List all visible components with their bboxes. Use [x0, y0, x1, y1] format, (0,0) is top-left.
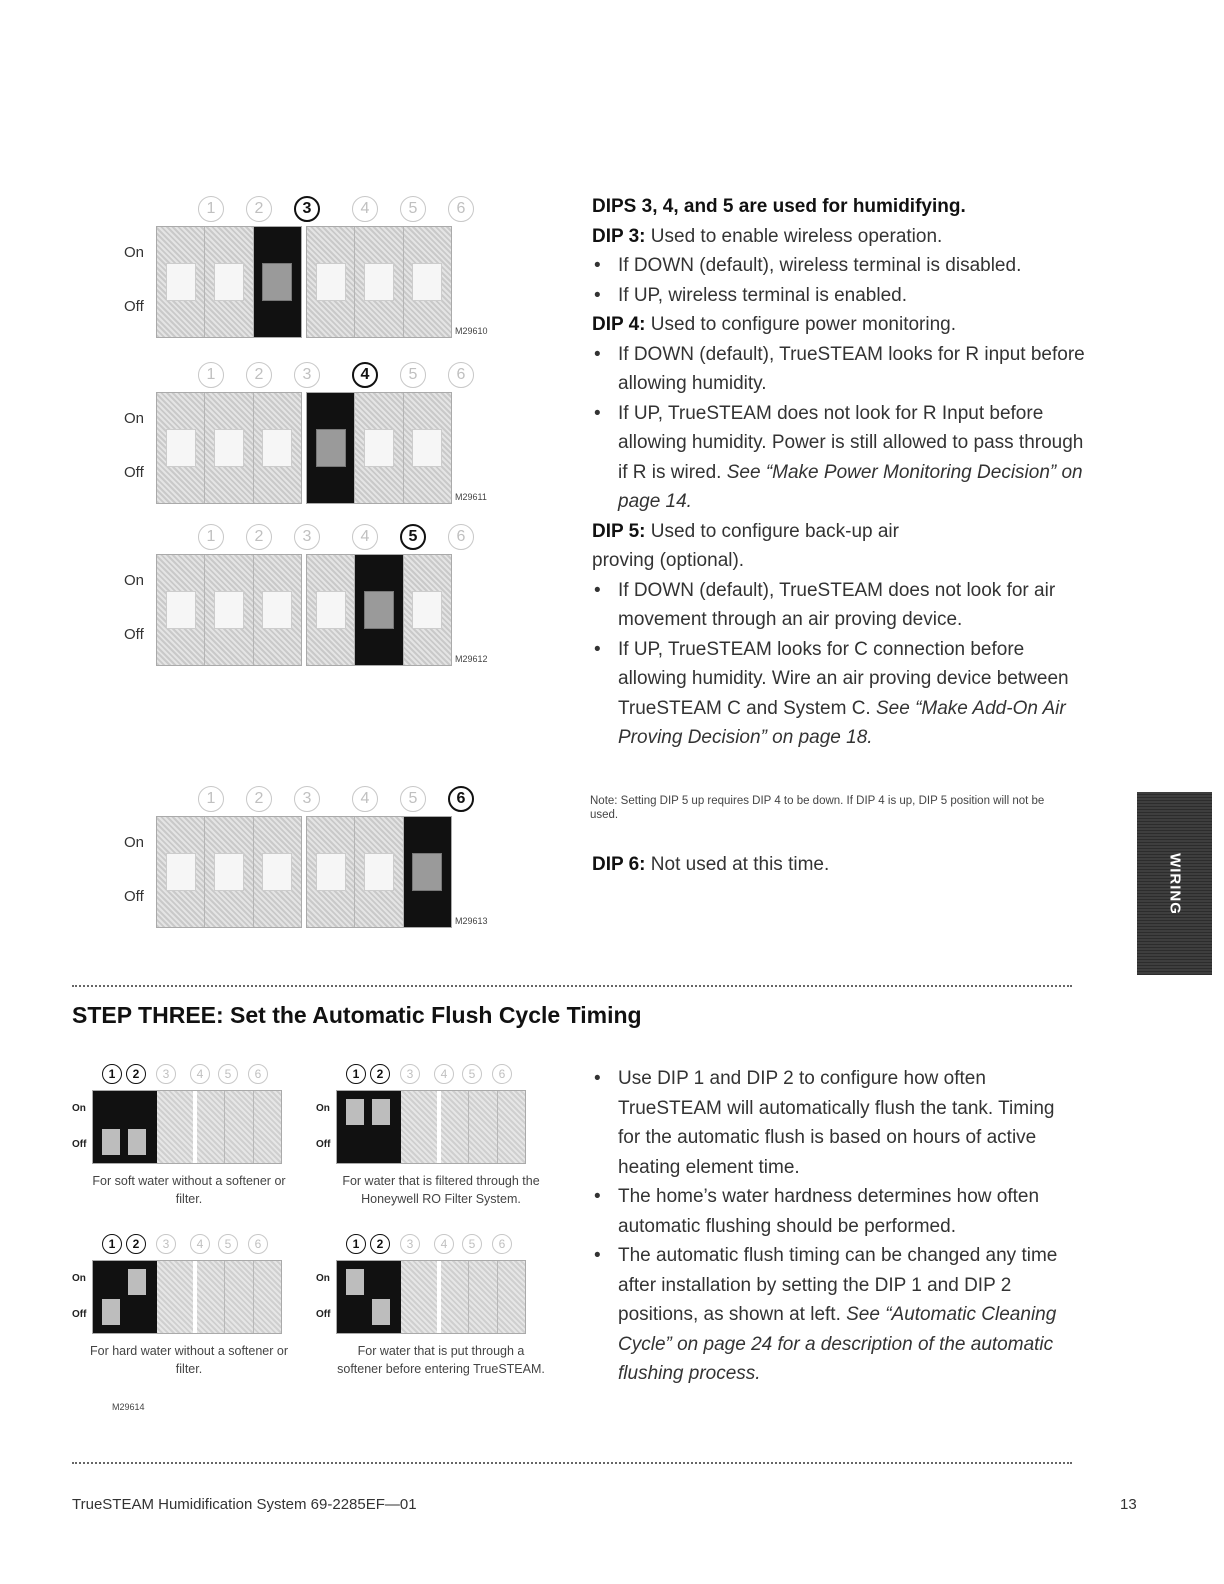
dip5-bullet-2: • If UP, TrueSTEAM looks for C connection before allowing humidity. Wire an air proving device between TrueSTEAM C and System C. See “Make Add-On Air Proving Decision” on page 18. [592, 635, 1092, 753]
dip-switch-6[interactable] [404, 817, 451, 927]
dip-number: 5 [462, 1064, 482, 1084]
dip-number: 5 [400, 786, 426, 812]
dip-switch-1[interactable] [157, 227, 205, 337]
dip6-line: DIP 6: Not used at this time. [592, 854, 830, 875]
dotted-divider-bottom [72, 1462, 1072, 1464]
on-label: On [72, 1273, 86, 1284]
figure-code: M29612 [455, 654, 488, 664]
on-label: On [316, 1103, 330, 1114]
step-three-heading: STEP THREE: Set the Automatic Flush Cycle Timing [72, 1002, 642, 1028]
switch-knob [166, 853, 196, 891]
off-label: Off [124, 626, 144, 643]
dip-switch-6[interactable] [404, 393, 451, 503]
dip-switch-3[interactable] [401, 1261, 441, 1333]
dip-switch-bank [306, 816, 452, 928]
dip5-note: Note: Setting DIP 5 up requires DIP 4 to be down. If DIP 4 is up, DIP 5 position will not be used. [590, 794, 1045, 821]
dip-switch-1[interactable] [157, 817, 205, 927]
switch-knob [364, 429, 394, 467]
switch-knob [316, 591, 346, 629]
dip-diagram-5 [120, 524, 500, 694]
dip-switch-3[interactable] [254, 393, 301, 503]
on-label: On [72, 1103, 86, 1114]
switch-knob-2 [372, 1299, 390, 1325]
dip-number: 1 [102, 1234, 122, 1254]
dip-switch-1[interactable] [157, 393, 205, 503]
switch-knob [316, 429, 346, 467]
dip-description [592, 192, 1092, 753]
flush-bullets [592, 1064, 1072, 1389]
dip-switches-4-6[interactable] [197, 1261, 281, 1333]
dip-switch-4[interactable] [307, 555, 355, 665]
dip-switch-3[interactable] [254, 555, 301, 665]
dip-number: 5 [218, 1234, 238, 1254]
on-label: On [316, 1273, 330, 1284]
on-label: On [124, 834, 145, 851]
dip-switch-3[interactable] [157, 1261, 197, 1333]
dips-heading: DIPS 3, 4, and 5 are used for humidifying. [592, 196, 966, 217]
dip-number: 4 [190, 1234, 210, 1254]
off-label: Off [316, 1309, 331, 1320]
dip-switch-4[interactable] [307, 393, 355, 503]
dip5-line: DIP 5: Used to configure back-up air proving (optional). [592, 520, 899, 571]
dip-switch-bank [156, 226, 302, 338]
switch-knob [214, 263, 244, 301]
switch-knob [166, 591, 196, 629]
dip3-line: DIP 3: Used to enable wireless operation. [592, 225, 943, 247]
dip5-bullet-1: • If DOWN (default), TrueSTEAM does not look for air movement through an air proving device. [592, 576, 1092, 635]
figure-code: M29611 [455, 492, 487, 502]
dip-number: 3 [294, 196, 320, 222]
dip3-bullet-1: • If DOWN (default), wireless terminal is disabled. [592, 251, 1092, 281]
dip-switch-bank [306, 226, 452, 338]
dip-number: 3 [156, 1064, 176, 1084]
dip-switch-3[interactable] [254, 817, 301, 927]
off-label: Off [72, 1139, 87, 1150]
flush-bullet-1: • Use DIP 1 and DIP 2 to configure how often TrueSTEAM will automatically flush the tank. Timing for the automatic flush is based on hours of active heating element time. [592, 1064, 1072, 1182]
dip-number: 6 [448, 786, 474, 812]
dip4-bullet-1: • If DOWN (default), TrueSTEAM looks for R input before allowing humidity. [592, 340, 1092, 399]
flush-caption: For water that is put through a softener before entering TrueSTEAM. [337, 1344, 545, 1376]
dip-number: 6 [492, 1064, 512, 1084]
dip-number: 1 [346, 1234, 366, 1254]
figure-code: M29613 [455, 916, 488, 926]
page-number: 13 [1120, 1496, 1137, 1513]
dip-switches-4-6[interactable] [441, 1091, 525, 1163]
dip-number: 6 [248, 1234, 268, 1254]
flush-figure-code: M29614 [112, 1402, 145, 1412]
dip-switch-bank [92, 1260, 282, 1334]
dip-number: 4 [352, 362, 378, 388]
dip-number: 4 [434, 1064, 454, 1084]
wiring-side-tab[interactable]: WIRING [1137, 792, 1212, 975]
dip-number: 2 [370, 1064, 390, 1084]
switch-knob [364, 591, 394, 629]
dip-number: 3 [294, 524, 320, 550]
dip-number: 5 [400, 196, 426, 222]
dip-number: 3 [156, 1234, 176, 1254]
dip-number: 3 [294, 786, 320, 812]
dip-diagram-3 [120, 196, 500, 366]
switch-knob [214, 591, 244, 629]
dip-switches-4-6[interactable] [197, 1091, 281, 1163]
dotted-divider [72, 985, 1072, 987]
dip-number: 3 [400, 1234, 420, 1254]
switch-knob [166, 429, 196, 467]
dip-number: 6 [448, 196, 474, 222]
dip-number: 3 [400, 1064, 420, 1084]
switch-knob [262, 853, 292, 891]
dip-switch-bank [156, 554, 302, 666]
dip-switch-5[interactable] [355, 555, 403, 665]
switch-knob [364, 853, 394, 891]
on-label: On [124, 244, 145, 261]
dip-number: 5 [400, 362, 426, 388]
switch-knob [412, 429, 442, 467]
dip-switch-2[interactable] [205, 393, 253, 503]
switch-knob-2 [128, 1129, 146, 1155]
dip-number: 2 [370, 1234, 390, 1254]
dip-number: 5 [400, 524, 426, 550]
dip-number: 1 [198, 786, 224, 812]
dip-switch-6[interactable] [404, 227, 451, 337]
dip-switch-2[interactable] [205, 817, 253, 927]
dip-number: 6 [248, 1064, 268, 1084]
switch-knob-2 [128, 1269, 146, 1295]
dip-number: 1 [198, 362, 224, 388]
dip-switches-1-2[interactable] [337, 1091, 401, 1163]
dip-number: 2 [246, 524, 272, 550]
switch-knob [316, 853, 346, 891]
switch-knob [262, 429, 292, 467]
dip-switch-3[interactable] [401, 1091, 441, 1163]
switch-knob-1 [102, 1129, 120, 1155]
dip-number: 1 [102, 1064, 122, 1084]
on-label: On [124, 572, 145, 589]
dip-switch-6[interactable] [404, 555, 451, 665]
dip-number: 1 [346, 1064, 366, 1084]
dip-number: 1 [198, 196, 224, 222]
dip-switch-5[interactable] [355, 817, 403, 927]
flush-bullet-3: • The automatic flush timing can be changed any time after installation by setting the DIP 1 and DIP 2 positions, as shown at left. See “Automatic Cleaning Cycle” on page 24 for a description of the automatic flushing process. [592, 1241, 1072, 1389]
dip-switch-2[interactable] [205, 555, 253, 665]
flush-caption: For soft water without a softener or filter. [92, 1174, 286, 1206]
dip-number: 2 [246, 362, 272, 388]
dip-number: 2 [246, 196, 272, 222]
switch-knob [262, 591, 292, 629]
flush-bullet-2: • The home’s water hardness determines how often automatic flushing should be performed. [592, 1182, 1072, 1241]
dip4-bullet-2: • If UP, TrueSTEAM does not look for R Input before allowing humidity. Power is still allowed to pass through if R is wired. See “Make Power Monitoring Decision” on page 14. [592, 399, 1092, 517]
dip-number: 4 [352, 524, 378, 550]
dip-number: 5 [218, 1064, 238, 1084]
dip-number: 3 [294, 362, 320, 388]
footer-doc-title: TrueSTEAM Humidification System 69-2285EF—01 [72, 1496, 417, 1513]
dip-number: 1 [198, 524, 224, 550]
off-label: Off [124, 888, 144, 905]
dip-switch-1[interactable] [157, 555, 205, 665]
dip-number: 4 [352, 196, 378, 222]
dip-number: 6 [448, 524, 474, 550]
dip-switches-1-2[interactable] [337, 1261, 401, 1333]
dip-number: 4 [352, 786, 378, 812]
dip-diagram-6 [120, 786, 500, 956]
dip-number: 2 [126, 1064, 146, 1084]
switch-knob [412, 591, 442, 629]
dip4-line: DIP 4: Used to configure power monitoring. [592, 314, 957, 335]
dip-switch-3[interactable] [254, 227, 301, 337]
switch-knob [214, 853, 244, 891]
flush-caption: For hard water without a softener or filter. [89, 1344, 288, 1376]
switch-knob [316, 263, 346, 301]
dip-switch-bank [156, 392, 302, 504]
dip-number: 4 [190, 1064, 210, 1084]
switch-knob [412, 853, 442, 891]
dip-switch-5[interactable] [355, 393, 403, 503]
figure-code: M29610 [455, 326, 488, 336]
dip-switch-3[interactable] [157, 1091, 197, 1163]
dip-switches-4-6[interactable] [441, 1261, 525, 1333]
dip-switch-2[interactable] [205, 227, 253, 337]
flush-diagram [72, 1234, 288, 1434]
switch-knob-1 [346, 1099, 364, 1125]
dip-switch-5[interactable] [355, 227, 403, 337]
dip-switch-bank [306, 554, 452, 666]
switch-knob [214, 429, 244, 467]
dip-number: 5 [462, 1234, 482, 1254]
dip-number: 4 [434, 1234, 454, 1254]
off-label: Off [316, 1139, 331, 1150]
dip-switch-bank [336, 1090, 526, 1164]
dip-switch-bank [306, 392, 452, 504]
dip-switch-bank [156, 816, 302, 928]
switch-knob [364, 263, 394, 301]
dip-switches-1-2[interactable] [93, 1091, 157, 1163]
dip-number: 6 [492, 1234, 512, 1254]
dip-switch-bank [92, 1090, 282, 1164]
off-label: Off [124, 464, 144, 481]
switch-knob-2 [372, 1099, 390, 1125]
dip-switch-4[interactable] [307, 227, 355, 337]
dip-switch-4[interactable] [307, 817, 355, 927]
on-label: On [124, 410, 145, 427]
flush-caption: For water that is filtered through the Honeywell RO Filter System. [342, 1174, 540, 1206]
dip3-bullet-2: • If UP, wireless terminal is enabled. [592, 281, 1092, 311]
off-label: Off [124, 298, 144, 315]
switch-knob [262, 263, 292, 301]
dip-number: 2 [126, 1234, 146, 1254]
switch-knob [412, 263, 442, 301]
switch-knob-1 [102, 1299, 120, 1325]
dip-number: 2 [246, 786, 272, 812]
flush-diagram [316, 1234, 545, 1434]
switch-knob-1 [346, 1269, 364, 1295]
dip-diagram-4 [120, 362, 500, 532]
dip-switches-1-2[interactable] [93, 1261, 157, 1333]
dip-switch-bank [336, 1260, 526, 1334]
dip-number: 6 [448, 362, 474, 388]
off-label: Off [72, 1309, 87, 1320]
switch-knob [166, 263, 196, 301]
